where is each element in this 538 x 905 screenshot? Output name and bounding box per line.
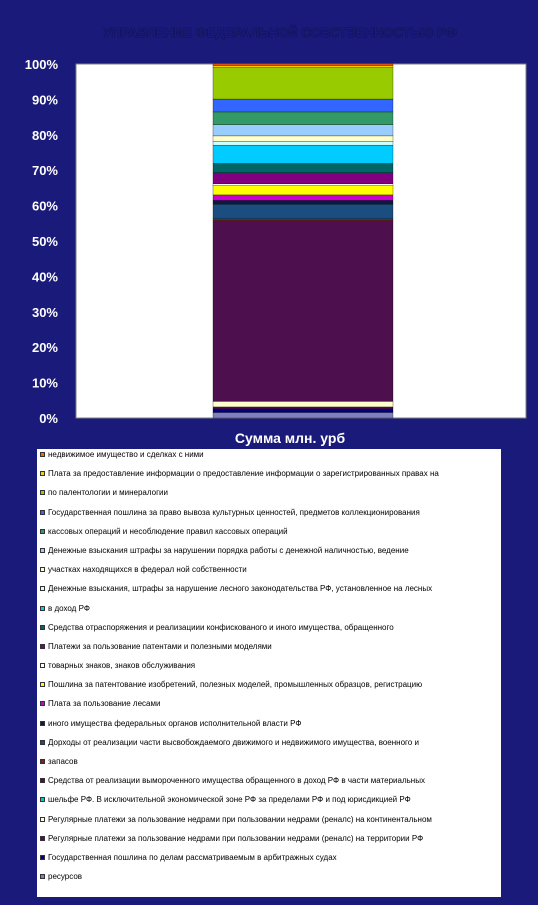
bar-segment (213, 99, 393, 112)
legend-label: Средства отраспоряжения и реализациии конфискованого и иного имущества, обращенного (48, 622, 394, 632)
legend-label: Платежи за пользование патентами и полезными моделями (48, 641, 272, 651)
legend-item (40, 643, 498, 662)
y-tick-label: 100% (24, 57, 58, 72)
legend-swatch (40, 471, 45, 476)
legend-swatch (40, 510, 45, 515)
bar-segment (213, 164, 393, 173)
y-tick-label: 90% (31, 92, 58, 108)
legend-swatch (40, 586, 45, 591)
legend-label: по палентологии и минералогии (48, 488, 168, 498)
legend-label: Государственная пошлина по делам рассматриваемым в арбитражных судах (48, 852, 337, 862)
legend-item (40, 585, 498, 604)
legend-swatch (40, 548, 45, 553)
y-tick-label: 10% (31, 375, 58, 391)
legend-swatch (40, 778, 45, 783)
legend-item (40, 700, 498, 719)
y-axis-ticks (25, 57, 59, 426)
legend-label: Денежные взыскания штрафы за нарушении порядка работы с денежной наличностью, ведение (48, 545, 409, 555)
bar-segment (213, 186, 393, 195)
legend-swatch (40, 625, 45, 630)
bar-segment (213, 407, 393, 409)
stacked-bar (213, 64, 393, 418)
bar-segment (213, 141, 393, 145)
legend-swatch (40, 701, 45, 706)
legend-label: Средства от реализации вымороченного имущества обращенного в доход РФ в части материальных (48, 776, 425, 786)
y-tick-label: 0% (39, 411, 58, 426)
legend-label: Плата за пользование лесами (48, 699, 161, 709)
legend-swatch (40, 759, 45, 764)
bar-segment (213, 64, 393, 66)
legend-label: Дорходы от реализации части высвобождаемого движимого и недвижимого имущества, военного и (48, 737, 419, 747)
legend-item (40, 547, 498, 566)
legend-item (40, 489, 498, 508)
bar-segment (213, 66, 393, 68)
legend-item (40, 470, 498, 489)
legend-swatch (40, 567, 45, 572)
legend-label: в доход РФ (48, 603, 90, 613)
legend-swatch (40, 663, 45, 668)
legend-item (40, 720, 498, 739)
bar-segment (213, 136, 393, 142)
legend-swatch (40, 855, 45, 860)
legend-item (40, 605, 498, 624)
legend-label: иного имущества федеральных органов исполнительной власти РФ (48, 718, 302, 728)
legend-item (40, 835, 498, 854)
legend-label: Государственная пошлина за право вывоза культурных ценностей, предметов коллекционирования (48, 507, 420, 517)
bar-segment (213, 125, 393, 136)
y-tick-label: 50% (31, 234, 58, 249)
legend-swatch (40, 606, 45, 611)
legend-label: Пошлина за патентование изобретений, полезных моделей, промышленных образцов, регистрацию (48, 680, 423, 690)
legend-item (40, 758, 498, 777)
legend-item (40, 528, 498, 547)
legend-item (40, 681, 498, 700)
legend-swatch (40, 874, 45, 879)
x-axis-label: Сумма млн. урб (234, 430, 346, 446)
legend (37, 449, 501, 897)
y-tick-label: 20% (31, 340, 58, 356)
legend-item (40, 816, 498, 835)
legend-item (40, 739, 498, 758)
y-tick-label: 40% (31, 269, 58, 285)
legend-label: ресурсов (48, 872, 83, 882)
bar-segment (213, 145, 393, 163)
bar-segment (213, 219, 393, 221)
legend-label: запасов (48, 757, 78, 766)
y-tick-label: 80% (31, 127, 58, 143)
legend-label: Регулярные платежи за пользование недрами при пользовании недрами (реналс) на территории РФ (48, 833, 424, 843)
legend-label: Денежные взыскания, штрафы за нарушение лесного законодательства РФ, установленное на лесных (48, 584, 433, 594)
legend-swatch (40, 817, 45, 822)
bar-segment (213, 173, 393, 184)
bar-segment (213, 68, 393, 99)
bar-segment (213, 112, 393, 125)
y-tick-label: 60% (31, 198, 58, 214)
legend-label: Регулярные платежи за пользование недрами при пользовании недрами (реналс) на континентальном (48, 814, 432, 824)
legend-swatch (40, 721, 45, 726)
legend-item (40, 854, 498, 873)
legend-swatch (40, 529, 45, 534)
bar-segment (213, 409, 393, 413)
legend-swatch (40, 740, 45, 745)
bar-segment (213, 221, 393, 402)
bar-segment (213, 401, 393, 407)
legend-item (40, 796, 498, 815)
legend-label: участках находящихся в федерал ной собственности (48, 565, 247, 575)
legend-item (40, 777, 498, 796)
legend-item (40, 451, 498, 470)
chart-title: УПРАВЛЕНИЕ ФЕДЕРАЛЬНОЙ СОБСТВЕННОСТЬЮ РФ (103, 25, 457, 40)
legend-label: товарных знаков, знаков обслуживания (48, 661, 196, 671)
bar-segment (213, 195, 393, 201)
bar-segment (213, 200, 393, 204)
legend-item (40, 873, 498, 892)
bar-segment (213, 184, 393, 186)
legend-item (40, 566, 498, 585)
legend-label: недвижимое имущество и сделках с ними (48, 450, 204, 459)
legend-label: кассовых операций и несоблюдение правил кассовых операций (48, 526, 288, 536)
legend-label: Плата за предоставление информации о предоставление информации о зарегистрированных правах на (48, 469, 439, 479)
y-tick-label: 70% (31, 163, 58, 179)
legend-item (40, 624, 498, 643)
legend-swatch (40, 836, 45, 841)
legend-swatch (40, 682, 45, 687)
legend-label: шельфе РФ. В исключительной экономической зоне РФ за пределами РФ и под юрисдикцией РФ (48, 795, 411, 805)
bar-segment (213, 412, 393, 418)
legend-swatch (40, 490, 45, 495)
legend-swatch (40, 644, 45, 649)
legend-swatch (40, 452, 45, 457)
chart-plot-svg (0, 0, 538, 430)
legend-item (40, 662, 498, 681)
bar-segment (213, 204, 393, 219)
legend-item (40, 509, 498, 528)
legend-swatch (40, 797, 45, 802)
y-tick-label: 30% (31, 304, 58, 320)
